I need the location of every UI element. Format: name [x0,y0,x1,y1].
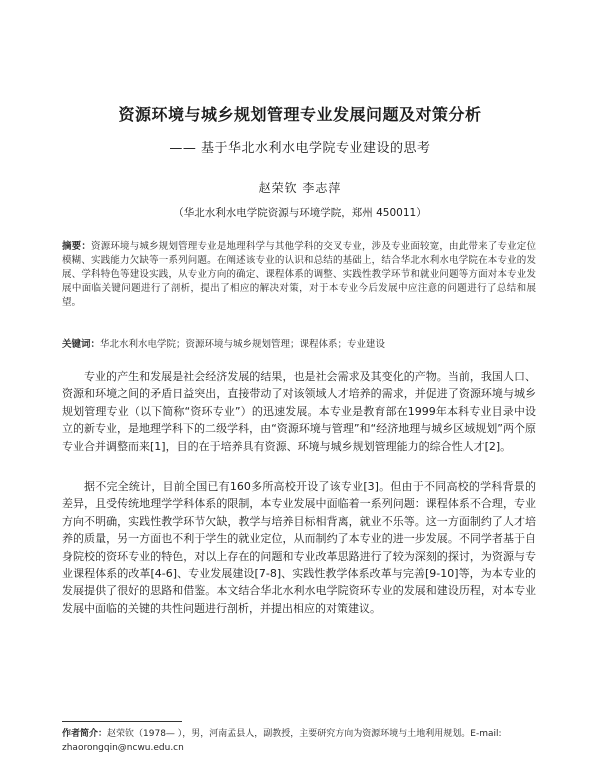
abstract-label: 摘要： [62,241,92,252]
keywords [62,338,536,352]
footnote-label: 作者简介： [62,729,108,739]
authors: 赵荣钦 李志萍 [258,181,342,195]
affiliation: （华北水利水电学院资源与环境学院，郑州 450011） [173,207,427,219]
abstract-text: 资源环境与城乡规划管理专业是地理科学与其他学科的交叉专业，涉及专业面较宽，由此带来了专业定位模糊、实践能力欠缺等一系列问题。在阐述该专业的认识和总结的基础上，结合华北水利水电学院在本专业的发展、学科特色等建设实践，从专业方向的确定、课程体系的调整、实践性教学环节和就业问题等方面对本专业发展中面临关键问题进行了剖析，提出了相应的解决对策，对于本专业今后发展中应注意的问题进行了总结和展望。 [62,241,536,308]
paper-title: 资源环境与城乡规划管理专业发展问题及对策分析 [118,105,482,124]
keywords-label: 关键词： [62,339,101,350]
body-paragraph: 据不完全统计，目前全国已有160多所高校开设了该专业[3]。但由于不同高校的学科背景的差异，且受传统地理学学科体系的限制，本专业发展中面临着一系列问题：课程体系不合理，专业方向不明确，实践性教学环节欠缺，教学与培养目标相背离，就业不乐等。这一方面制约了人才培养的质量，另一方面也不利于学生的就业定位，从而制约了本专业的进一步发展。不同学者基于自身院校的资环专业的特色，对以上存在的问题和专业改革思路进行了较为深刻的探讨，为资源与专业课程体系的改革[4-6]、专业发展建设[7-8]、实践性教学体系改革与完善[9-10]等，为本专业的发展提供了很好的思路和借鉴。本文结合华北水利水电学院资环专业的发展和建设历程，对本专业发展中面临的关键的共性问题进行剖析，并提出相应的对策建议。 [62,480,536,615]
footnote-divider [62,721,182,722]
author-footnote [62,727,536,755]
paper-subtitle: —— 基于华北水利水电学院专业建设的思考 [169,141,431,156]
body-paragraph: 专业的产生和发展是社会经济发展的结果，也是社会需求及其变化的产物。当前，我国人口、资源和环境之间的矛盾日益突出，直接带动了对该领域人才培养的需求，并促进了资源环境与城乡规划管理专业（以下简称“资环专业”）的迅速发展。本专业是教育部在1999年本科专业目录中设立的新专业，是地理学科下的二级学科，由“资源环境与管理”和“经济地理与城乡区域规划”两个原专业合并调整而来[1]，目的在于培养具有资源、环境与城乡规划管理能力的综合性人才[2]。 [62,370,536,453]
keywords-text: 华北水利水电学院；资源环境与城乡规划管理；课程体系；专业建设 [100,339,386,350]
abstract [62,240,536,310]
footnote-text: 赵荣钦（1978— ），男，河南孟县人，副教授，主要研究方向为资源环境与土地利用规划。E-mail: zhaorongqin@ncwu.edu.cn [62,729,502,753]
